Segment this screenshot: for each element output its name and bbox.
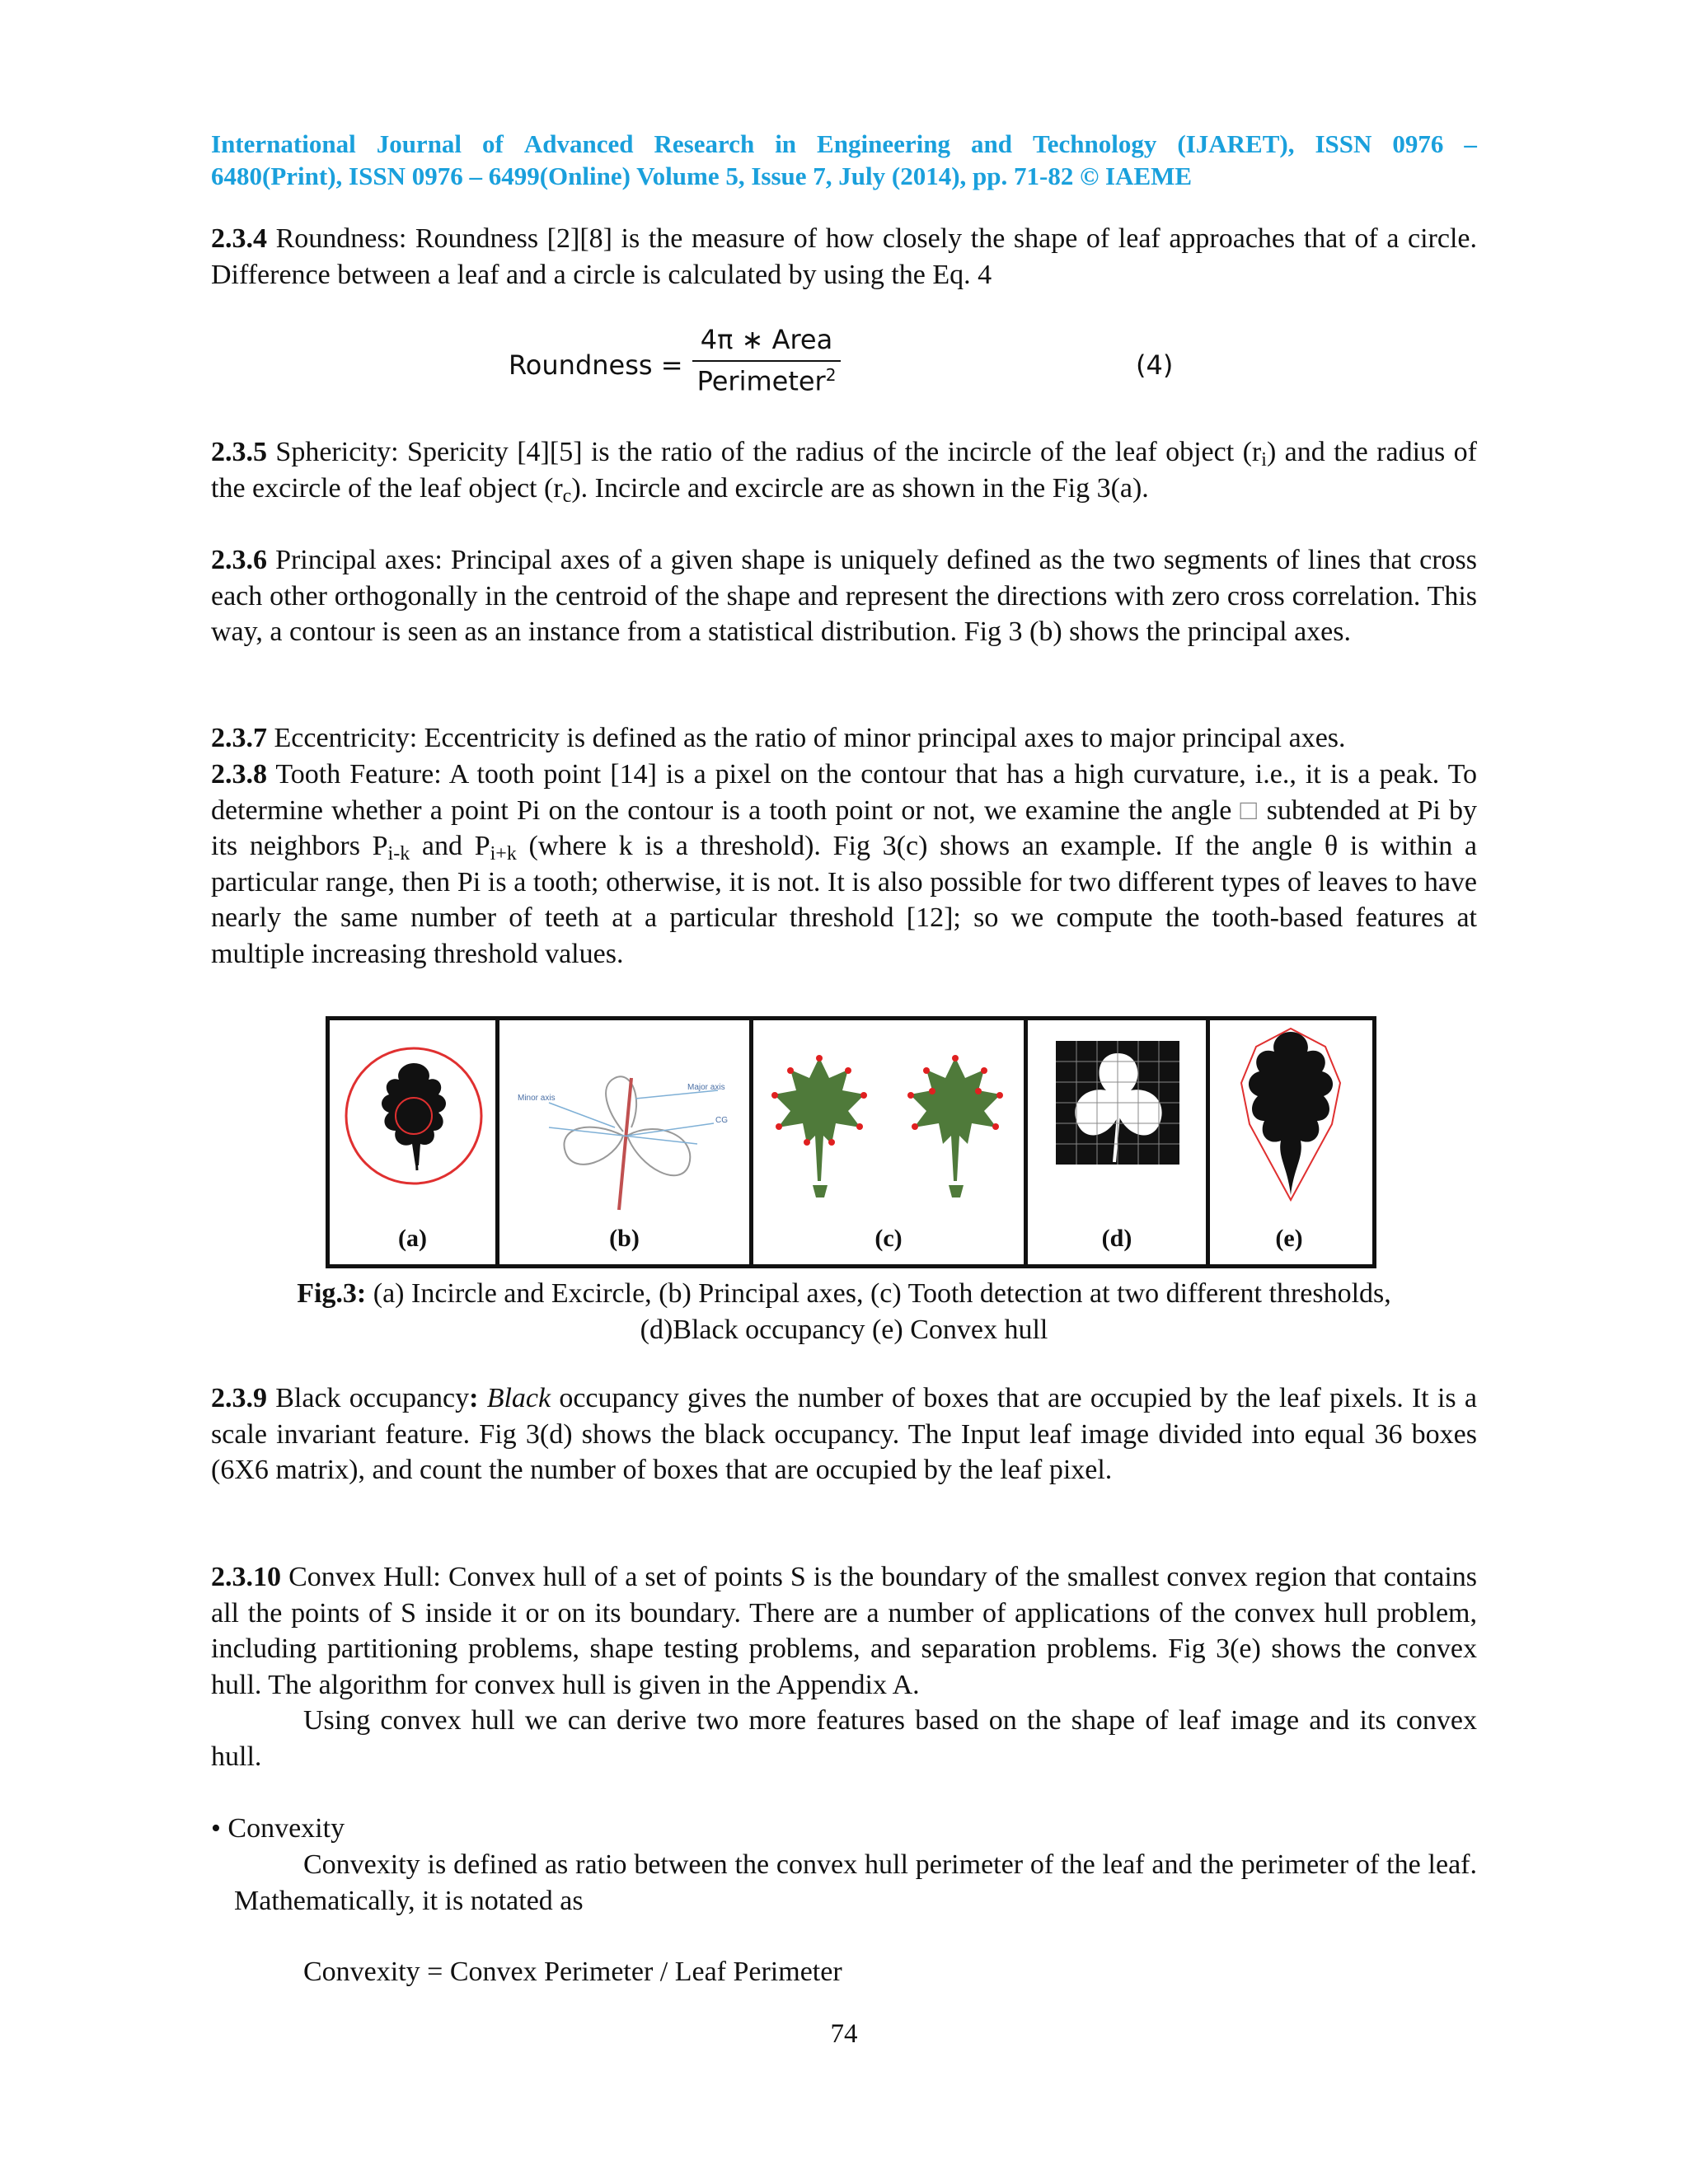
- section-number: 2.3.5: [211, 437, 267, 467]
- section-number: 2.3.9: [211, 1383, 267, 1413]
- missing-glyph-box: □: [1240, 794, 1259, 826]
- section-text: Convex Hull: Convex hull of a set of points S is the boundary of the smallest convex region that contains all the points of S inside it or on its boundary. There are a number of applications of the convex hull problem, including partitioning problems, shape testing problems, and separation problems. Fig 3(e) shows the convex hull. The algorithm for convex hull is given in the Appendix A.: [211, 1562, 1477, 1700]
- panel-c: [753, 1020, 1028, 1264]
- section-2-3-6: [211, 542, 1477, 650]
- section-text-2: Using convex hull we can derive two more features based on the shape of leaf image and its convex hull.: [211, 1705, 1477, 1772]
- caption-line-2: (d)Black occupancy (e) Convex hull: [640, 1314, 1048, 1345]
- panel-label-e: (e): [1275, 1225, 1303, 1252]
- convexity-formula: Convexity = Convex Perimeter / Leaf Perimeter: [303, 1957, 842, 1987]
- equation-lhs: Roundness =: [509, 349, 683, 381]
- major-axis-label: Major axis: [687, 1083, 725, 1092]
- header-word: Advanced: [523, 129, 634, 158]
- convexity-definition: Convexity is defined as ratio between the convex hull perimeter of the leaf and the perimeter of the leaf. Mathematically, it is notated as: [234, 1849, 1477, 1916]
- panel-label-d: (d): [1101, 1225, 1132, 1252]
- panel-label-b: (b): [609, 1225, 640, 1252]
- header-word: Research: [654, 129, 755, 158]
- section-2-3-4: [211, 221, 1477, 293]
- section-text: Principal axes: Principal axes of a given shape is uniquely defined as the two segments of lines that cross each other orthogonally in the centroid of the shape and represent the directions with zero cross correlation. This way, a contour is seen as an instance from a statistical distribution. Fig 3 (b) shows the principal axes.: [211, 545, 1477, 647]
- header-word: (IJARET),: [1177, 129, 1295, 158]
- section-text: Eccentricity: Eccentricity is defined as the ratio of minor principal axes to major principal axes.: [267, 723, 1346, 753]
- panel-a: [330, 1020, 499, 1264]
- panel-label-c: (c): [874, 1225, 903, 1252]
- cg-label: CG: [715, 1116, 728, 1125]
- equation-denominator: Perimeter$^2$: [696, 365, 837, 397]
- section-text: Roundness: Roundness [2][8] is the measure of how closely the shape of leaf approaches that of a circle. Difference between a leaf and a circle is calculated by using the Eq. 4: [211, 223, 1477, 290]
- convexity-bullet: • Convexity: [211, 1813, 345, 1844]
- section-number: 2.3.6: [211, 545, 267, 575]
- section-2-3-7: [211, 720, 1477, 757]
- header-word: Journal: [376, 129, 462, 158]
- header-word: 0976: [1392, 129, 1444, 158]
- header-word: –: [1464, 129, 1477, 158]
- header-word: ISSN: [1315, 129, 1372, 158]
- section-number: 2.3.4: [211, 223, 267, 254]
- section-number: 2.3.7: [211, 723, 267, 753]
- panel-d: [1028, 1020, 1210, 1264]
- caption-label: Fig.3:: [297, 1278, 367, 1309]
- panel-b: [499, 1020, 753, 1264]
- header-line-1: [211, 128, 1477, 160]
- minor-axis-label: Minor axis: [518, 1094, 556, 1103]
- header-word: and: [970, 129, 1012, 158]
- header-word: Technology: [1032, 129, 1157, 158]
- section-number: 2.3.8: [211, 759, 267, 790]
- section-2-3-5: 2.3.5 Sphericity: Spericity [4][5] is the ratio of the radius of the incircle of the leaf object $(r_i)$ and the radius of the excircle of the leaf object $(r_c)$. Incircle and excircle are as shown in the Fig 3(a).: [211, 437, 1478, 507]
- section-number: 2.3.10: [211, 1562, 281, 1592]
- header-word: of: [482, 129, 504, 158]
- section-2-3-10: [211, 1559, 1477, 1774]
- equation-exponent: 2: [825, 365, 837, 385]
- journal-header: [211, 128, 1477, 192]
- header-word: in: [775, 129, 797, 158]
- section-2-3-9: 2.3.9 Black occupancy: Black occupancy gives the number of boxes that are occupied by the leaf pixels. It is a scale invariant feature. Fig 3(d) shows the black occupancy. The Input leaf image divided into equal 36 boxes (6X6 matrix), and count the number of boxes that are occupied by the leaf pixel.: [211, 1383, 1477, 1485]
- equation-fraction: [692, 324, 841, 397]
- section-2-3-8: 2.3.8 Tooth Feature: A tooth point [14] is a pixel on the contour that has a high curvature, i.e., it is a peak. To determine whether a point Pi on the contour is a tooth point or not, we examine the angle □ subtended at Pi by its neighbors $P_{i-k}$ and $P_{i+k}$ (where k is a threshold). Fig 3(c) shows an example. If the angle θ is within a particular range, then Pi is a tooth; otherwise, it is not. It is also possible for two different types of leaves to have nearly the same number of teeth at a particular threshold [12]; so we compute the tooth-based features at multiple increasing threshold values.: [211, 759, 1478, 969]
- figure-caption: Fig.3: (a) Incircle and Excircle, (b) Principal axes, (c) Tooth detection at two different thresholds, (d)Black occupancy (e) Convex hull: [297, 1278, 1391, 1345]
- header-word: International: [211, 129, 356, 158]
- page-number: 74: [830, 2019, 858, 2049]
- equation-number: (4): [1136, 349, 1174, 381]
- panel-label-a: (a): [398, 1225, 427, 1252]
- panel-e: [1210, 1020, 1368, 1264]
- header-line-2: 6480(Print), ISSN 0976 – 6499(Online) Volume 5, Issue 7, July (2014), pp. 71-82 © IAEME: [211, 162, 1193, 190]
- equation-numerator: 4π ∗ Area: [692, 324, 841, 362]
- header-word: Engineering: [817, 129, 950, 158]
- figure-3: [326, 1016, 1376, 1268]
